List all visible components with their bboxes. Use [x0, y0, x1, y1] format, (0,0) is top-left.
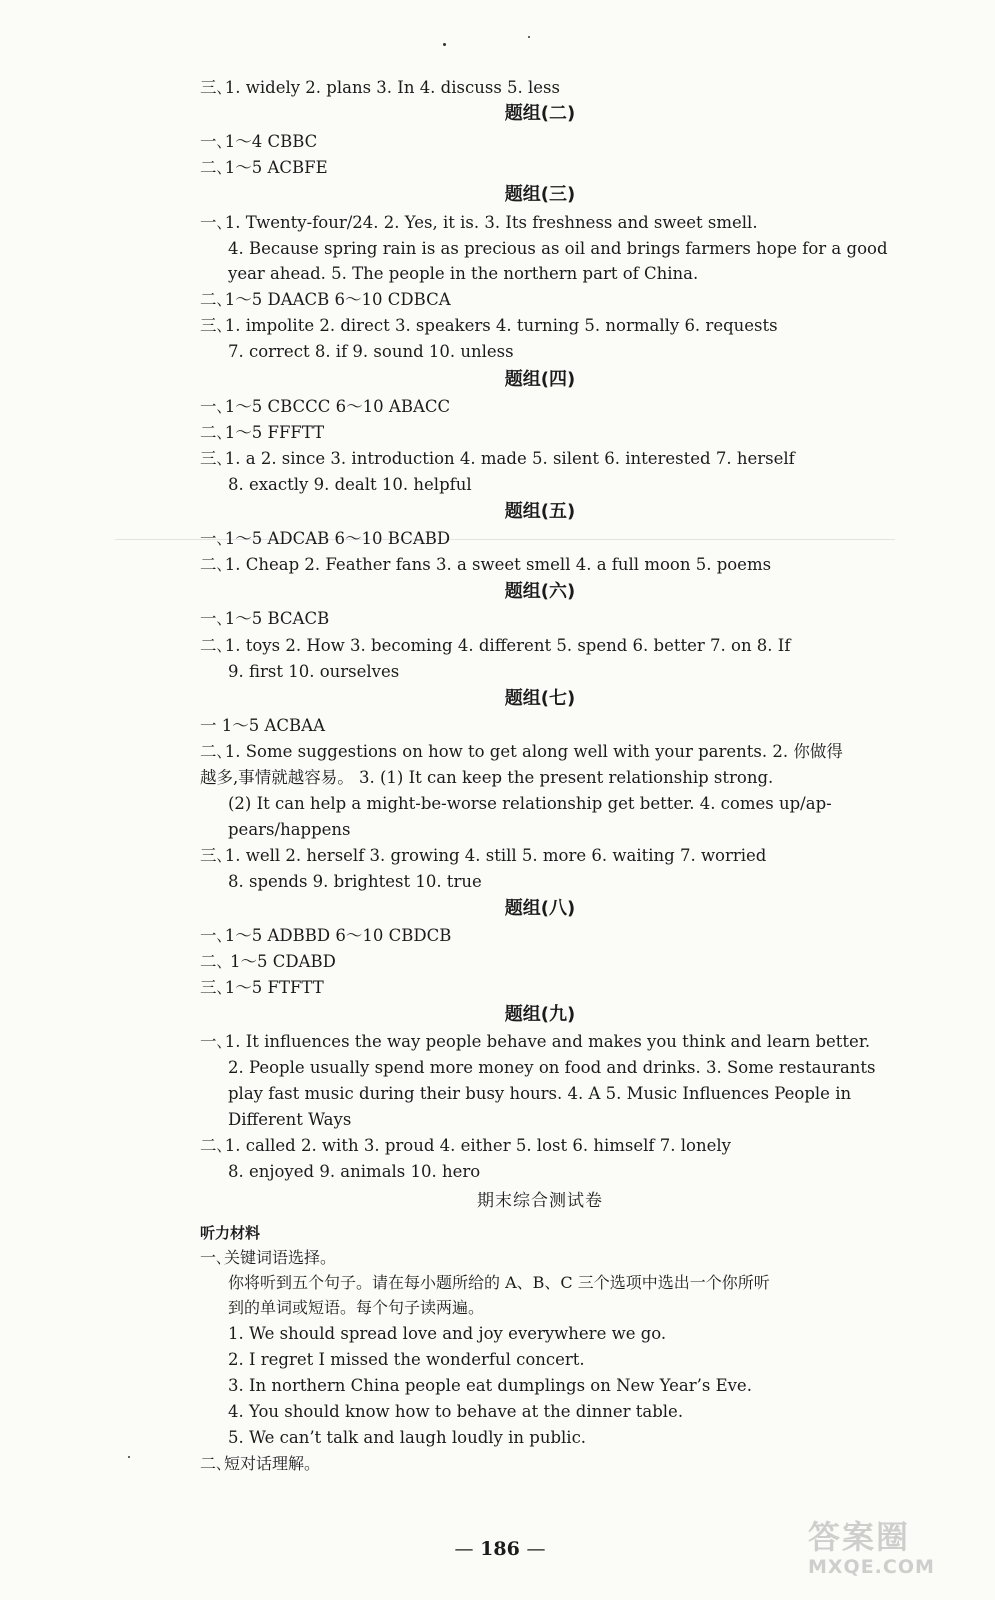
page-number-value: 186	[480, 1538, 520, 1560]
answer-line: 二､1. toys 2. How 3. becoming 4. different 5. spend 6. better 7. on 8. If	[200, 636, 791, 655]
listening-line: 1. We should spread love and joy everywhere we go.	[228, 1324, 667, 1343]
answer-line: 一､1～5 ADCAB 6～10 BCABD	[200, 529, 451, 548]
answer-line: 二､1～5 FFFTT	[200, 423, 325, 442]
answer-line: 一､1～5 CBCCC 6～10 ABACC	[200, 397, 451, 416]
answer-line: 7. correct 8. if 9. sound 10. unless	[228, 342, 514, 361]
answer-line: Different Ways	[228, 1110, 352, 1129]
listening-line: 2. I regret I missed the wonderful concert.	[228, 1350, 585, 1369]
answer-line: 三､1. impolite 2. direct 3. speakers 4. turning 5. normally 6. requests	[200, 316, 778, 335]
page-dash-right: —	[526, 1538, 546, 1560]
group-heading: 题组(五)	[504, 501, 576, 522]
answer-line: 一､1. It influences the way people behave and makes you think and learn better.	[200, 1032, 871, 1051]
listening-line: 3. In northern China people eat dumplings on New Year’s Eve.	[228, 1376, 752, 1395]
answer-line: 一､1～5 ADBBD 6～10 CBDCB	[200, 926, 452, 945]
answer-line: 二､1. called 2. with 3. proud 4. either 5. lost 6. himself 7. lonely	[200, 1136, 731, 1155]
answer-line: 8. spends 9. brightest 10. true	[228, 872, 482, 891]
listening-line: 4. You should know how to behave at the dinner table.	[228, 1402, 684, 1421]
answer-line: 8. exactly 9. dealt 10. helpful	[228, 475, 472, 494]
answer-line: (2) It can help a might-be-worse relationship get better. 4. comes up/ap-	[228, 794, 832, 813]
page-dash-left: —	[454, 1538, 474, 1560]
answer-line: 9. first 10. ourselves	[228, 662, 400, 681]
speck	[128, 1456, 130, 1458]
answer-line: 二､1. Cheap 2. Feather fans 3. a sweet smell 4. a full moon 5. poems	[200, 555, 772, 574]
listening-label: 听力材料	[200, 1224, 261, 1242]
listening-line: 5. We can’t talk and laugh loudly in public.	[228, 1428, 587, 1447]
answer-line: 8. enjoyed 9. animals 10. hero	[228, 1162, 481, 1181]
answer-line: 一､1～5 BCACB	[200, 609, 330, 628]
watermark-logo	[808, 1518, 988, 1588]
answer-line: 一､1～4 CBBC	[200, 132, 318, 151]
answer-line: year ahead. 5. The people in the northern part of China.	[228, 264, 699, 283]
answer-line: 三､1. well 2. herself 3. growing 4. still 5. more 6. waiting 7. worried	[200, 846, 767, 865]
answer-line: 4. Because spring rain is as precious as oil and brings farmers hope for a good	[228, 239, 888, 258]
watermark-url: MXQE.COM	[808, 1556, 935, 1578]
listening-line: 你将听到五个句子。请在每小题所给的 A、B、C 三个选项中选出一个你所听	[228, 1273, 770, 1292]
answer-line: play fast music during their busy hours. 4. A 5. Music Influences People in	[228, 1084, 852, 1103]
watermark-logo-text: 答案圈	[808, 1518, 911, 1556]
group-heading: 题组(二)	[504, 103, 576, 124]
answer-line: 二､1～5 ACBFE	[200, 158, 328, 177]
section-title: 期末综合测试卷	[477, 1191, 603, 1211]
answer-line: 二､1～5 DAACB 6～10 CDBCA	[200, 290, 451, 309]
answer-line: 2. People usually spend more money on food and drinks. 3. Some restaurants	[228, 1058, 876, 1077]
answer-line: 一､1. Twenty-four/24. 2. Yes, it is. 3. Its freshness and sweet smell.	[200, 213, 758, 232]
answer-line: 一 1～5 ACBAA	[200, 716, 325, 735]
answer-line: 二､1. Some suggestions on how to get along well with your parents. 2. 你做得	[200, 742, 843, 761]
answer-line: 二､ 1～5 CDABD	[200, 952, 336, 971]
answer-line: 三､1～5 FTFTT	[200, 978, 324, 997]
speck	[528, 36, 530, 38]
group-heading: 题组(六)	[504, 581, 576, 602]
group-heading: 题组(三)	[504, 184, 576, 205]
group-heading: 题组(四)	[504, 369, 576, 390]
speck	[443, 43, 446, 46]
answer-line: 三､1. a 2. since 3. introduction 4. made 5. silent 6. interested 7. herself	[200, 449, 795, 468]
answer-line: 三､1. widely 2. plans 3. In 4. discuss 5. less	[200, 78, 560, 97]
listening-line: 一､关键词语选择。	[200, 1248, 337, 1267]
listening-line: 到的单词或短语。每个句子读两遍。	[228, 1298, 485, 1317]
group-heading: 题组(八)	[504, 898, 576, 919]
page-number	[430, 1537, 570, 1561]
group-heading: 题组(七)	[504, 688, 576, 709]
answer-line: pears/happens	[228, 820, 351, 839]
answer-line: 越多,事情就越容易。 3. (1) It can keep the present relationship strong.	[200, 768, 774, 787]
listening-line: 二､短对话理解。	[200, 1454, 321, 1473]
group-heading: 题组(九)	[504, 1004, 576, 1025]
